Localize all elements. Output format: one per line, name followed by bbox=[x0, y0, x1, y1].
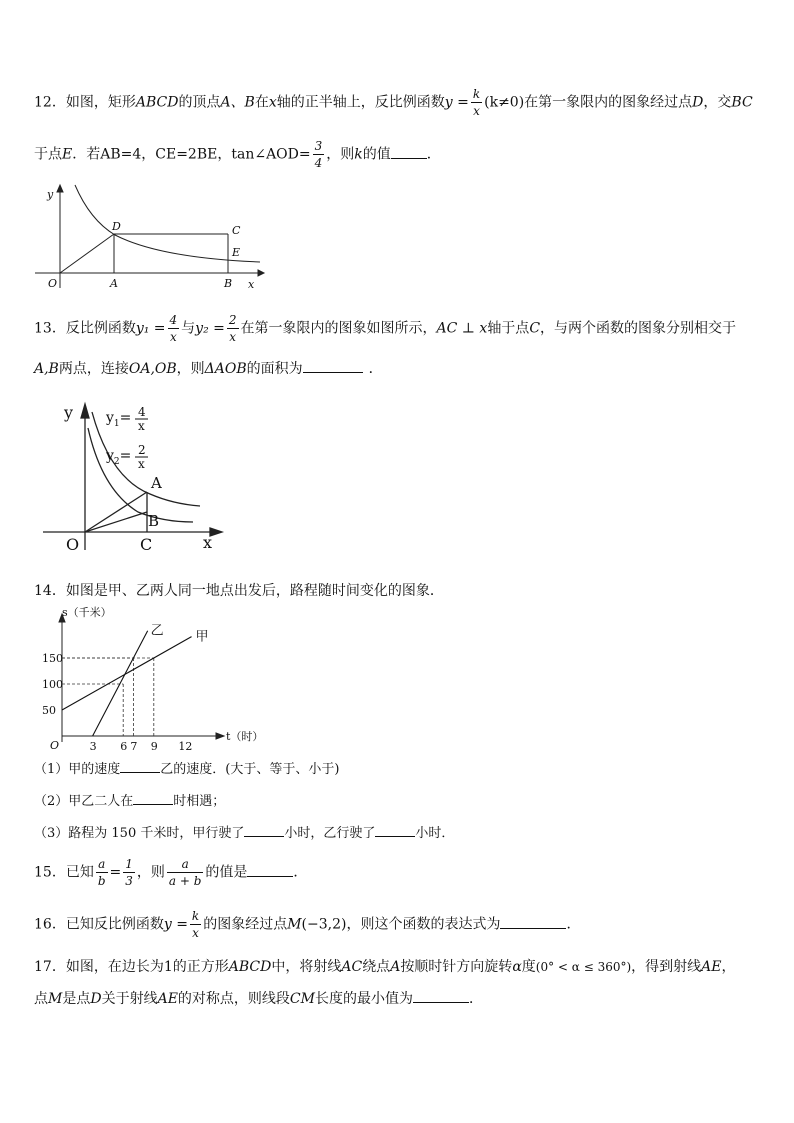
series-label-jia: 甲 bbox=[195, 629, 209, 645]
answer-blank[interactable] bbox=[120, 758, 160, 773]
label-C: C bbox=[140, 535, 153, 554]
label-y2: $y_2=$ bbox=[106, 448, 132, 467]
label-D: D bbox=[112, 220, 121, 233]
answer-blank[interactable] bbox=[247, 862, 293, 877]
q16-line: 16．已知反比例函数y = $\frac{k}{x}$ 的图象经过点M(−3,2)，则这个函数的表达式为 ． bbox=[34, 909, 581, 940]
origin-label: O bbox=[50, 739, 60, 752]
y-axis-label: s（千米） bbox=[62, 606, 112, 619]
answer-blank[interactable] bbox=[391, 144, 427, 159]
q13-figure bbox=[38, 398, 228, 558]
label-y1: $y_1=$ bbox=[106, 410, 132, 429]
series-line-jia bbox=[62, 637, 192, 710]
label-y2-den: x bbox=[138, 457, 145, 471]
label-y1-num: 4 bbox=[138, 405, 146, 419]
q14-sub3: （3）路程为 150 千米时，甲行驶了 小时，乙行驶了 小时． bbox=[34, 822, 454, 843]
q12-figure bbox=[30, 180, 270, 295]
answer-blank[interactable] bbox=[375, 822, 415, 837]
label-y: y bbox=[64, 403, 74, 422]
x-tick-label: 7 bbox=[130, 740, 138, 753]
label-C: C bbox=[232, 224, 241, 237]
q14-stem: 14．如图是甲、乙两人同一地点出发后，路程随时间变化的图象． bbox=[34, 583, 444, 599]
fraction-1-over-3: $\frac{1}{3}$ bbox=[125, 857, 133, 888]
x-tick-label: 3 bbox=[89, 740, 97, 753]
q12-line1: 12．如图，矩形ABCD的顶点A、B在x轴的正半轴上，反比例函数y = $\frac{k}{x}$ (k≠0)在第一象限内的图象经过点D，交BC bbox=[34, 87, 753, 118]
label-B: B bbox=[148, 512, 160, 530]
label-A: A bbox=[151, 474, 162, 492]
x-tick-label: 9 bbox=[150, 740, 158, 753]
fraction-a-over-a-plus-b: $\frac{a}{a + b}$ bbox=[168, 857, 202, 888]
fraction-k-over-x: $\frac{k}{x}$ bbox=[472, 87, 481, 118]
q17-line2: 点M是点D关于射线AE的对称点，则线段CM长度的最小值为 ． bbox=[34, 988, 483, 1008]
q14-chart bbox=[40, 604, 280, 754]
x-axis-arrow bbox=[216, 733, 224, 739]
q15-line: 15．已知 $\frac{a}{b}$ = $\frac{1}{3}$ ，则 $\frac{a}{a + b}$ 的值是 ． bbox=[34, 857, 308, 888]
series-label-yi: 乙 bbox=[150, 623, 164, 639]
fraction-a-over-b: $\frac{a}{b}$ bbox=[97, 857, 106, 888]
label-A: A bbox=[110, 277, 118, 290]
label-x: x bbox=[203, 533, 213, 552]
segment-OB bbox=[85, 512, 147, 532]
fraction-3-over-4: $\frac{3}{4}$ bbox=[314, 139, 323, 170]
label-B: B bbox=[224, 277, 233, 290]
fraction-k-over-x: $\frac{k}{x}$ bbox=[191, 909, 200, 940]
answer-blank[interactable] bbox=[413, 988, 469, 1003]
x-tick-label: 6 bbox=[120, 740, 128, 753]
label-y2-num: 2 bbox=[138, 443, 146, 457]
q12-line2: 于点E．若AB=4，CE=2BE，tan∠AOD= $\frac{3}{4}$ ，则k的值 ． bbox=[34, 139, 441, 170]
answer-blank[interactable] bbox=[133, 790, 173, 805]
x-tick-label: 12 bbox=[178, 740, 193, 753]
q14-sub1: （1）甲的速度 乙的速度．(大于、等于、小于) bbox=[34, 758, 339, 779]
y-axis-arrow bbox=[81, 404, 89, 418]
x-axis-arrow bbox=[258, 270, 264, 276]
label-O: O bbox=[48, 277, 58, 290]
y-tick-label: 50 bbox=[42, 704, 56, 717]
series-line-yi bbox=[93, 631, 148, 736]
q13-line2: A,B两点，连接OA,OB，则ΔAOB的面积为 ． bbox=[34, 358, 383, 378]
q13-line1: 13．反比例函数y₁ = $\frac{4}{x}$ 与y₂ = $\frac{2}{x}$ 在第一象限内的图象如图所示，AC ⊥ x轴于点C，与两个函数的图象分别相交于 bbox=[34, 313, 737, 344]
y-tick-label: 150 bbox=[42, 652, 63, 665]
q14-sub2: （2）甲乙二人在 时相遇； bbox=[34, 790, 225, 811]
answer-blank[interactable] bbox=[500, 914, 566, 929]
y-axis-arrow bbox=[57, 185, 63, 192]
label-O: O bbox=[66, 535, 80, 554]
label-y: y bbox=[47, 188, 54, 201]
answer-blank[interactable] bbox=[303, 358, 363, 373]
y-tick-label: 100 bbox=[42, 678, 63, 691]
answer-blank[interactable] bbox=[244, 822, 284, 837]
x-axis-label: t（时） bbox=[226, 730, 264, 743]
label-E: E bbox=[232, 246, 241, 259]
q17-line1: 17．如图，在边长为1的正方形ABCD中，将射线AC绕点A按顺时针方向旋转α度(0° < α ≤ 360°)，得到射线AE， bbox=[34, 959, 736, 975]
fraction-4-over-x: $\frac{4}{x}$ bbox=[169, 313, 178, 344]
fraction-2-over-x: $\frac{2}{x}$ bbox=[228, 313, 237, 344]
segment-OD bbox=[60, 234, 114, 273]
label-y1-den: x bbox=[138, 419, 145, 433]
label-x: x bbox=[248, 278, 255, 291]
